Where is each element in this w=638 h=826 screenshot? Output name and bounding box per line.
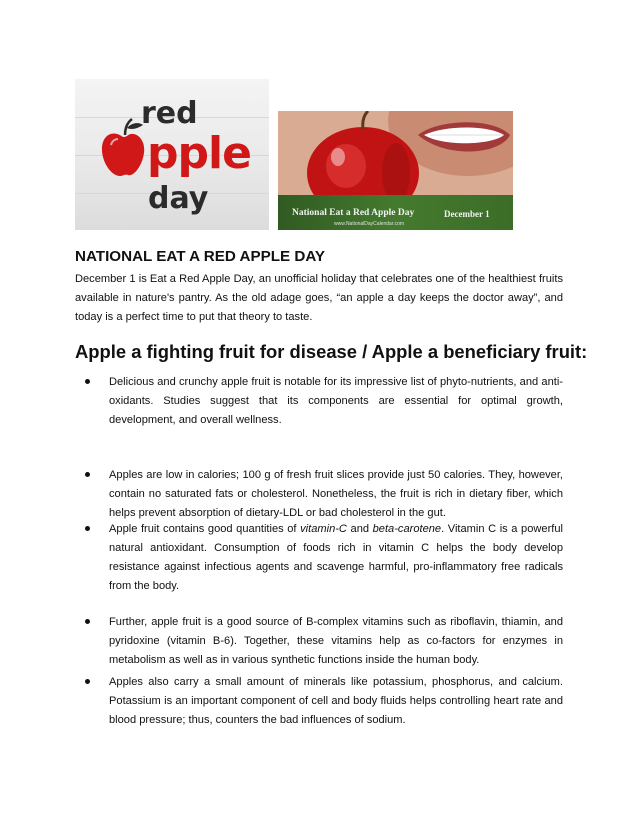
banner-title: National Eat a Red Apple Day xyxy=(292,208,415,218)
section-heading: Apple a fighting fruit for disease / Apple a beneficiary fruit: xyxy=(75,341,588,362)
list-item-text xyxy=(109,520,563,596)
list-item-text-post: . Vitamin C is a powerful natural antioxidant. Consumption of foods rich in vitamin C helps the body develop resistance against infectious agents and scavenge harmful, pro-inflammatory free radicals from the body. xyxy=(109,523,563,592)
bullet-icon xyxy=(85,679,90,684)
bullet-icon xyxy=(85,472,90,477)
banner-date: December 1 xyxy=(444,209,490,219)
list-item-text-mid: and xyxy=(346,523,373,535)
beta-carotene-term: beta-carotene xyxy=(372,523,442,535)
logo-word-day: day xyxy=(148,181,209,216)
list-item-text: Apples are low in calories; 100 g of fresh fruit slices provide just 50 calories. They, however, contain no saturated fats or cholesterol. Nonetheless, the fruit is rich in dietary fiber, which helps prevent absorption of dietary-LDL or bad cholesterol in the gut. xyxy=(109,469,563,519)
page-title: NATIONAL EAT A RED APPLE DAY xyxy=(75,248,326,265)
list-item-text: Delicious and crunchy apple fruit is notable for its impressive list of phyto-nutrients, and anti-oxidants. Studies suggest that its components are essential for optimal growth, development, and overall wellness. xyxy=(109,376,563,426)
list-item-text: Apples also carry a small amount of minerals like potassium, phosphorus, and calcium. Potassium is an important component of cell and body fluids helps controlling heart rate and blood pressure; thus, counters the bad influences of sodium. xyxy=(109,676,563,726)
logo-word-red: red xyxy=(141,96,198,131)
list-item-text: Further, apple fruit is a good source of B-complex vitamins such as riboflavin, thiamin, and pyridoxine (vitamin B-6). Together, these vitamins help as co-factors for enzymes in metabolism as well as in various synthetic functions inside the human body. xyxy=(109,616,563,666)
logo-word-pple: pple xyxy=(147,128,251,179)
intro-paragraph: December 1 is Eat a Red Apple Day, an unofficial holiday that celebrates one of the healthiest fruits available in nature's pantry. As the old adage goes, “an apple a day keeps the doctor away”, and today is a perfect time to put that theory to taste. xyxy=(75,273,563,323)
bullet-icon xyxy=(85,526,90,531)
woman-biting-apple-image xyxy=(278,111,513,230)
bullet-icon xyxy=(85,379,90,384)
list-item-text-pre: Apple fruit contains good quantities of xyxy=(109,523,301,535)
banner-url: www.NationalDayCalendar.com xyxy=(334,221,405,227)
red-apple-day-logo-image xyxy=(75,79,269,230)
vitamin-c-term: vitamin-C xyxy=(300,523,347,535)
bullet-icon xyxy=(85,619,90,624)
